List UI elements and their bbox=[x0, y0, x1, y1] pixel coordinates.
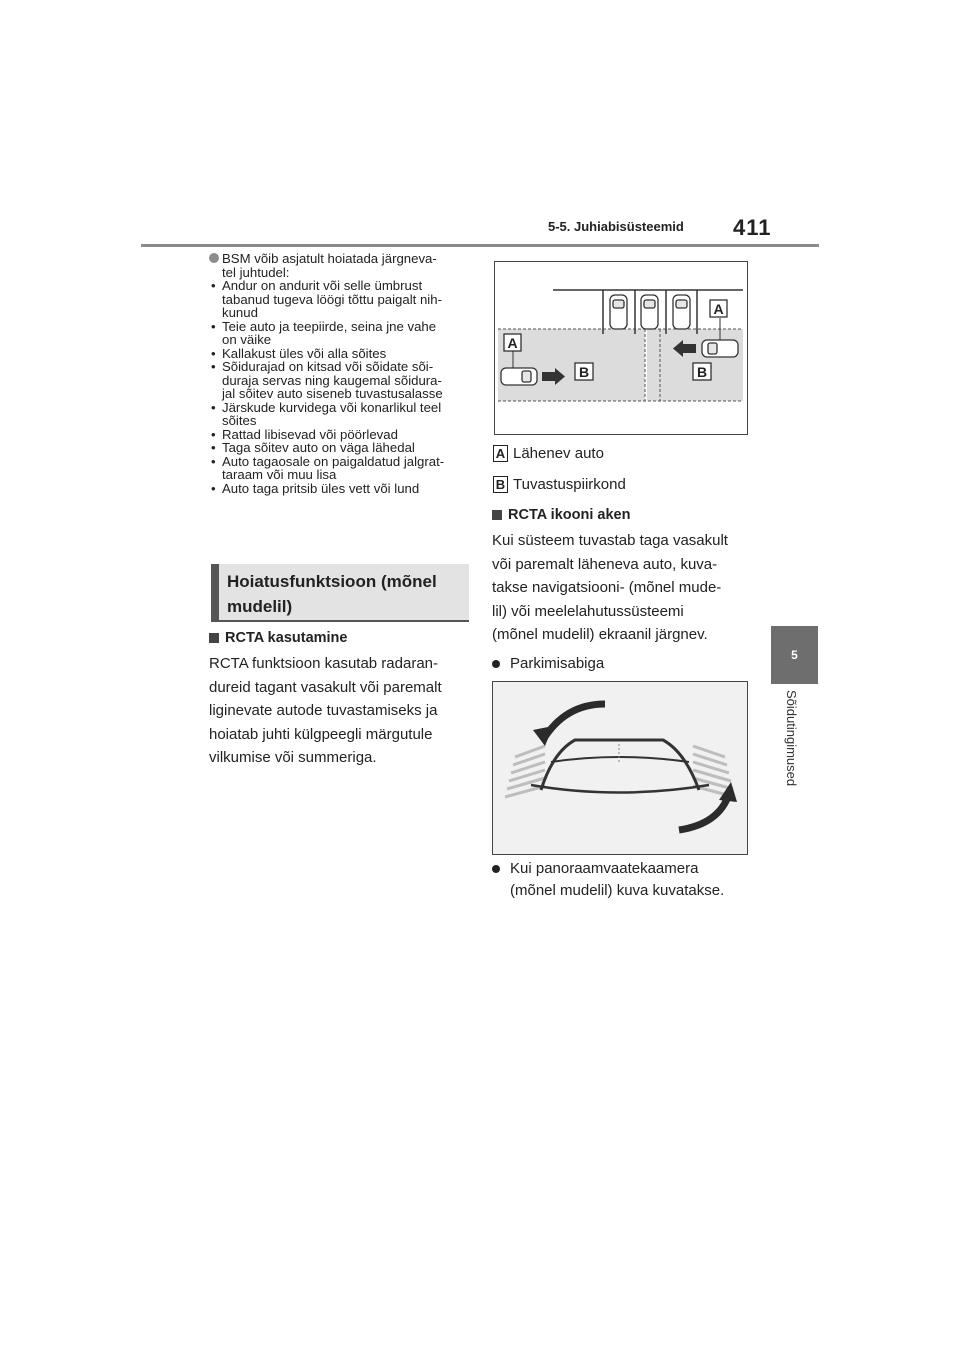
warning-stripes-left bbox=[505, 746, 545, 797]
text-line: takse navigatsiooni- (mõnel mude- bbox=[492, 579, 722, 596]
rcta-icon-title: RCTA ikooni aken bbox=[508, 507, 631, 523]
parked-car-icon bbox=[610, 295, 690, 329]
text-line: hoiatab juhti külgpeegli märgutule bbox=[209, 725, 433, 743]
detection-zone-figure bbox=[494, 261, 748, 435]
parking-lot-diagram bbox=[495, 262, 746, 433]
label-b-left: B bbox=[578, 364, 590, 380]
legend-text: Lähenev auto bbox=[513, 445, 604, 462]
section-heading-line1: Hoiatusfunktsioon (mõnel bbox=[227, 572, 437, 591]
rcta-display-figure bbox=[492, 681, 748, 855]
rcta-icon-paragraph bbox=[492, 529, 754, 647]
bullet-dot-icon bbox=[492, 865, 500, 873]
bsm-intro bbox=[209, 252, 469, 279]
rcta-use-section bbox=[209, 630, 471, 770]
section-heading-line2: mudelil) bbox=[227, 597, 293, 616]
rcta-use-paragraph bbox=[209, 652, 471, 770]
text-line: dureid tagant vasakult või paremalt bbox=[209, 678, 442, 696]
figure-legend bbox=[493, 445, 626, 493]
text-line: vilkumise või summeriga. bbox=[209, 749, 377, 766]
rcta-use-title: RCTA kasutamine bbox=[225, 630, 348, 646]
legend-item-b bbox=[493, 476, 626, 493]
list-item: • Kallakust üles või alla sõites bbox=[209, 347, 469, 361]
bullet-panoramic-view bbox=[492, 858, 772, 902]
chapter-label: Sõidutingimused bbox=[784, 690, 799, 787]
bsm-notes bbox=[209, 252, 469, 495]
legend-key: B bbox=[493, 476, 508, 493]
section-heading bbox=[211, 564, 469, 622]
header-divider bbox=[141, 244, 819, 247]
bsm-conditions-list bbox=[209, 279, 469, 495]
bsm-intro-line2: tel juhtudel: bbox=[222, 264, 290, 280]
legend-key: A bbox=[493, 445, 508, 462]
text-line: Kui süsteem tuvastab taga vasakult bbox=[492, 532, 728, 549]
text-line: RCTA funktsioon kasutab radaran- bbox=[209, 655, 439, 672]
section-title: 5-5. Juhiabisüsteemid bbox=[548, 219, 684, 234]
list-item: • Auto tagaosale on paigaldatud jalgrat- taraam või muu lisa bbox=[209, 455, 469, 482]
label-a-right: A bbox=[713, 301, 724, 317]
curve-arrow-shaft-top bbox=[543, 704, 605, 740]
own-car-icon bbox=[702, 340, 738, 357]
list-item: • Järskude kurvidega või konarlikul teel sõites bbox=[209, 401, 469, 428]
bullet-dot-icon bbox=[492, 660, 500, 668]
list-item: • Sõidurajad on kitsad või sõidate sõi- duraja servas ning kaugemal sõidura- jal sõitev auto siseneb tuvastusalasse bbox=[209, 360, 469, 401]
list-item: • Taga sõitev auto on väga lähedal bbox=[209, 441, 469, 455]
text-line: (mõnel mudelil) kuva kuvatakse. bbox=[510, 882, 725, 899]
chapter-tab: 5 bbox=[771, 626, 818, 684]
rear-camera-display bbox=[493, 682, 746, 853]
list-item: • Andur on andurit või selle ümbrust tabanud tugeva löögi tõttu paigalt nih- kunud bbox=[209, 279, 469, 320]
guide-line-bumper bbox=[531, 785, 709, 793]
arrow-head-top-icon bbox=[533, 726, 553, 746]
page-number: 411 bbox=[733, 215, 772, 240]
text-line: (mõnel mudelil) ekraanil järgnev. bbox=[492, 626, 708, 643]
text-line: Kui panoraamvaatekaamera bbox=[510, 860, 699, 877]
guide-line-outer bbox=[541, 740, 699, 790]
bullet-parking-assist: Parkimisabiga bbox=[492, 653, 754, 675]
bsm-intro-line1: BSM võib asjatult hoiatada järgneva- bbox=[222, 251, 437, 266]
approaching-car-left-icon bbox=[501, 368, 537, 385]
bullet-dot-icon bbox=[209, 253, 219, 263]
list-item: • Teie auto ja teepiirde, seina jne vahe on väike bbox=[209, 320, 469, 347]
text-line: liginevate autode tuvastamiseks ja bbox=[209, 702, 438, 719]
square-bullet-icon bbox=[492, 510, 502, 520]
rcta-icon-heading bbox=[492, 507, 754, 523]
label-b-right: B bbox=[696, 364, 708, 380]
guide-line-mid bbox=[551, 757, 689, 762]
rcta-use-heading bbox=[209, 630, 471, 646]
list-item: • Auto taga pritsib üles vett või lund bbox=[209, 482, 469, 496]
legend-item-a bbox=[493, 445, 626, 462]
square-bullet-icon bbox=[209, 633, 219, 643]
text-line: lil) või meelelahutussüsteemi bbox=[492, 602, 684, 620]
text-line: või paremalt läheneva auto, kuva- bbox=[492, 555, 718, 573]
rcta-icon-section bbox=[492, 507, 754, 675]
list-item: • Rattad libisevad või pöörlevad bbox=[209, 428, 469, 442]
legend-text: Tuvastuspiirkond bbox=[513, 476, 626, 493]
label-a-left: A bbox=[507, 335, 518, 351]
